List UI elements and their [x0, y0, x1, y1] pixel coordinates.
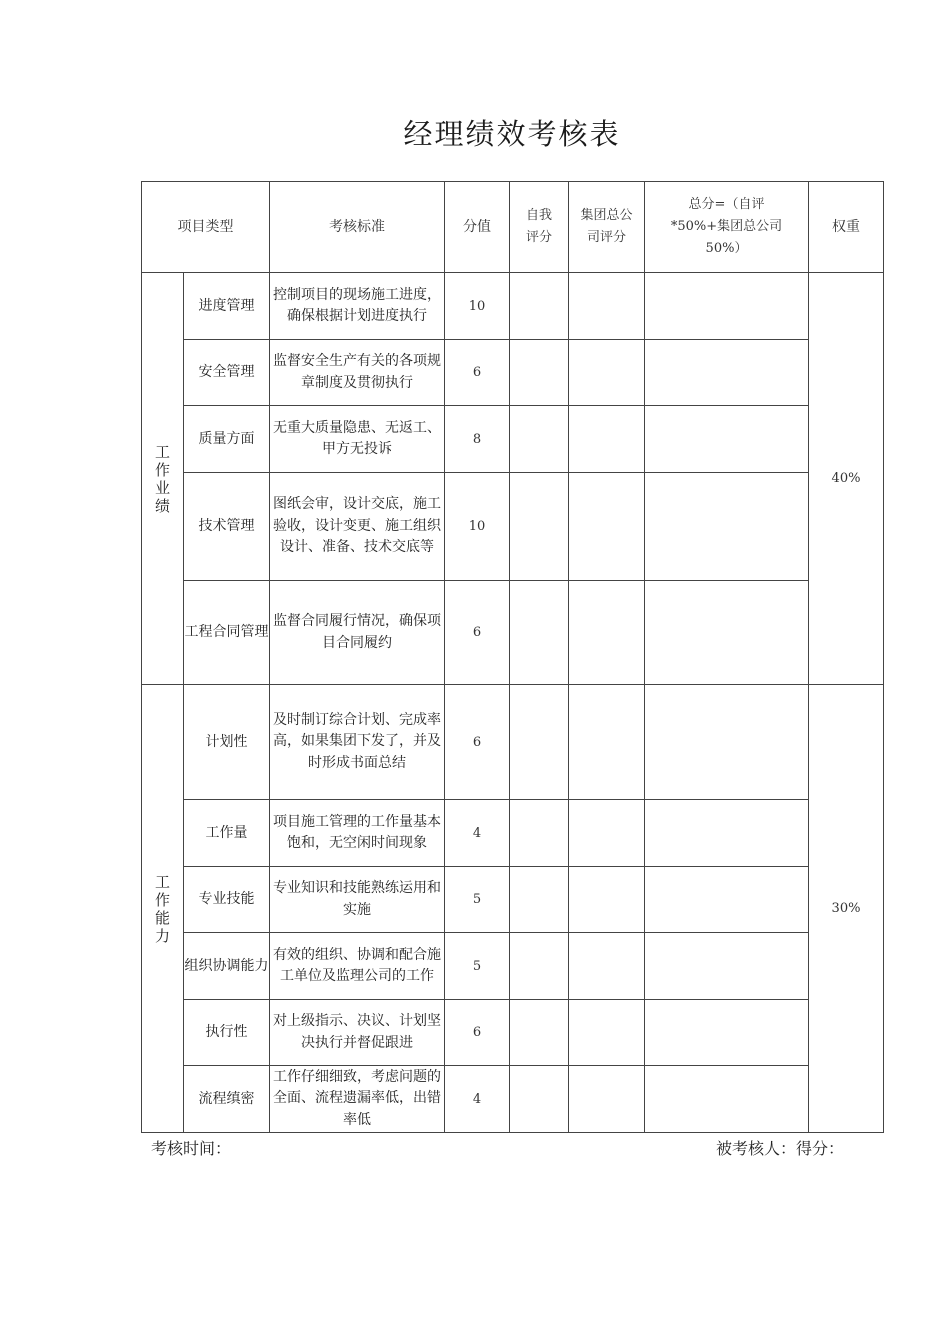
self-score-cell[interactable]	[510, 685, 569, 800]
table-row	[142, 406, 884, 473]
item-score: 10	[445, 473, 510, 581]
group-score-cell[interactable]	[569, 1066, 645, 1133]
item-score: 6	[445, 685, 510, 800]
table-row	[142, 1066, 884, 1133]
item-standard: 对上级指示、决议、计划坚决执行并督促跟进	[270, 1000, 445, 1066]
table-row	[142, 800, 884, 867]
item-name: 流程缜密	[184, 1066, 270, 1133]
assessment-time-label: 考核时间：	[151, 1139, 232, 1158]
category-ability: 工作能力	[142, 685, 184, 1133]
total-score-cell[interactable]	[645, 1066, 809, 1133]
item-score: 8	[445, 406, 510, 473]
item-name: 工作量	[184, 800, 270, 867]
item-name: 专业技能	[184, 867, 270, 933]
total-score-cell[interactable]	[645, 685, 809, 800]
page-title: 经理绩效考核表	[403, 117, 621, 151]
self-score-cell[interactable]	[510, 1000, 569, 1066]
table-row	[142, 1000, 884, 1066]
item-name: 组织协调能力	[184, 933, 270, 1000]
header-type: 项目类型	[142, 182, 270, 273]
item-standard: 有效的组织、协调和配合施工单位及监理公司的工作	[270, 933, 445, 1000]
total-score-cell[interactable]	[645, 933, 809, 1000]
item-score: 5	[445, 867, 510, 933]
weight-ability: 30%	[809, 685, 884, 1133]
total-score-cell[interactable]	[645, 406, 809, 473]
self-score-cell[interactable]	[510, 933, 569, 1000]
item-name: 计划性	[184, 685, 270, 800]
item-score: 6	[445, 581, 510, 685]
table-row	[142, 273, 884, 340]
item-standard: 项目施工管理的工作量基本饱和，无空闲时间现象	[270, 800, 445, 867]
table-row	[142, 685, 884, 800]
item-name: 执行性	[184, 1000, 270, 1066]
self-score-cell[interactable]	[510, 1066, 569, 1133]
total-score-cell[interactable]	[645, 1000, 809, 1066]
total-score-cell[interactable]	[645, 800, 809, 867]
item-standard: 及时制订综合计划、完成率高，如果集团下发了，并及时形成书面总结	[270, 685, 445, 800]
group-score-cell[interactable]	[569, 933, 645, 1000]
item-name: 进度管理	[184, 273, 270, 340]
table-row	[142, 473, 884, 581]
item-score: 5	[445, 933, 510, 1000]
item-score: 4	[445, 800, 510, 867]
group-score-cell[interactable]	[569, 1000, 645, 1066]
group-score-cell[interactable]	[569, 473, 645, 581]
header-standard: 考核标准	[270, 182, 445, 273]
group-score-cell[interactable]	[569, 685, 645, 800]
header-total: 总分=（自评*50%+集团总公司 50%）	[645, 182, 809, 273]
header-weight: 权重	[809, 182, 884, 273]
header-group-score: 集团总公司评分	[569, 182, 645, 273]
group-score-cell[interactable]	[569, 340, 645, 406]
item-standard: 监督合同履行情况，确保项目合同履约	[270, 581, 445, 685]
item-score: 10	[445, 273, 510, 340]
item-standard: 控制项目的现场施工进度，确保根据计划进度执行	[270, 273, 445, 340]
item-score: 6	[445, 1000, 510, 1066]
item-standard: 无重大质量隐患、无返工、甲方无投诉	[270, 406, 445, 473]
table-row	[142, 340, 884, 406]
total-score-cell[interactable]	[645, 340, 809, 406]
item-standard: 专业知识和技能熟练运用和实施	[270, 867, 445, 933]
self-score-cell[interactable]	[510, 581, 569, 685]
item-name: 安全管理	[184, 340, 270, 406]
self-score-cell[interactable]	[510, 273, 569, 340]
item-standard: 监督安全生产有关的各项规章制度及贯彻执行	[270, 340, 445, 406]
item-name: 工程合同管理	[184, 581, 270, 685]
group-score-cell[interactable]	[569, 800, 645, 867]
group-score-cell[interactable]	[569, 867, 645, 933]
table-row	[142, 867, 884, 933]
header-self-score: 自我评分	[510, 182, 569, 273]
item-standard: 工作仔细细致，考虑问题的全面、流程遗漏率低，出错率低	[270, 1066, 445, 1133]
item-standard: 图纸会审，设计交底，施工验收，设计变更、施工组织设计、准备、技术交底等	[270, 473, 445, 581]
self-score-cell[interactable]	[510, 406, 569, 473]
category-performance: 工作业绩	[142, 273, 184, 685]
group-score-cell[interactable]	[569, 406, 645, 473]
self-score-cell[interactable]	[510, 867, 569, 933]
final-score-label: 得分：	[796, 1139, 845, 1158]
self-score-cell[interactable]	[510, 340, 569, 406]
footer-signature	[716, 1136, 844, 1159]
examinee-label: 被考核人：	[716, 1139, 797, 1158]
item-score: 4	[445, 1066, 510, 1133]
self-score-cell[interactable]	[510, 800, 569, 867]
group-score-cell[interactable]	[569, 581, 645, 685]
header-score: 分值	[445, 182, 510, 273]
self-score-cell[interactable]	[510, 473, 569, 581]
appraisal-table	[141, 181, 884, 1133]
item-score: 6	[445, 340, 510, 406]
table-row	[142, 933, 884, 1000]
header-row	[142, 182, 884, 273]
table-row	[142, 581, 884, 685]
item-name: 质量方面	[184, 406, 270, 473]
total-score-cell[interactable]	[645, 867, 809, 933]
total-score-cell[interactable]	[645, 581, 809, 685]
weight-performance: 40%	[809, 273, 884, 685]
total-score-cell[interactable]	[645, 273, 809, 340]
item-name: 技术管理	[184, 473, 270, 581]
group-score-cell[interactable]	[569, 273, 645, 340]
total-score-cell[interactable]	[645, 473, 809, 581]
